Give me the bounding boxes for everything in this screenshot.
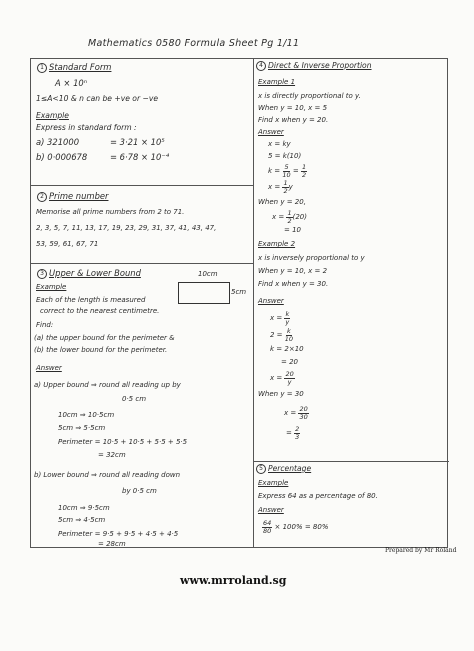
proportion-g5: x = $\frac{20}{y}$	[270, 370, 294, 386]
answer-label: Answer	[258, 297, 284, 305]
proportion-e3: Find x when y = 20.	[258, 116, 329, 124]
percentage-answer: $\frac{64}{80}$ × 100% = 80%	[263, 519, 329, 535]
proportion-g1: x = $\frac{k}{y}$	[270, 310, 290, 326]
percentage-question: Express 64 as a percentage of 80.	[258, 492, 378, 500]
proportion-g3: k = 2×10	[270, 345, 304, 353]
proportion-r5: When y = 20,	[258, 198, 306, 206]
bounds-b-1: b) Lower bound ⇒ round all reading down	[34, 471, 181, 479]
proportion-r3: k = $\frac{5}{10}$ = $\frac{1}{2}$	[268, 163, 307, 179]
bounds-question-1: Each of the length is measured	[36, 296, 146, 304]
proportion-g7: x = $\frac{20}{30}$	[284, 405, 308, 421]
column-divider	[253, 59, 254, 547]
prime-list-2: 53, 59, 61, 67, 71	[36, 240, 99, 248]
proportion-r2: 5 = k(10)	[268, 152, 302, 160]
divider-3	[253, 461, 449, 462]
proportion-f2: When y = 10, x = 2	[258, 267, 328, 275]
answer-label: Answer	[258, 506, 284, 514]
bounds-b-6: = 28cm	[98, 540, 126, 548]
bounds-b-4: 5cm ⇒ 4·5cm	[58, 516, 106, 524]
bounds-a-6: = 32cm	[98, 451, 126, 459]
proportion-r6: x = $\frac{1}{2}$ (20)	[272, 209, 307, 225]
footer-credit: Prepared by Mr Roland	[385, 547, 457, 554]
standard-form-b-answer: = 6·78 × 10⁻⁴	[110, 152, 170, 162]
prime-instruction: Memorise all prime numbers from 2 to 71.	[36, 208, 185, 216]
bounds-find: Find:	[36, 321, 54, 329]
standard-form-a: a) 321000	[36, 137, 80, 147]
bounds-a-4: 5cm ⇒ 5·5cm	[58, 424, 106, 432]
proportion-f1: x is inversely proportional to y	[258, 254, 365, 262]
rectangle-diagram	[178, 282, 230, 304]
bounds-a-2: 0·5 cm	[122, 395, 147, 403]
bounds-question-2: correct to the nearest centimetre.	[40, 307, 160, 315]
example-label: Example	[36, 283, 67, 291]
standard-form-expression: A × 10ⁿ	[55, 78, 88, 88]
proportion-g4: = 20	[281, 358, 298, 366]
proportion-r4: x = $\frac{1}{2}$ y	[268, 179, 293, 195]
standard-form-condition: 1≤A<10 & n can be +ve or −ve	[36, 94, 159, 103]
proportion-f3: Find x when y = 30.	[258, 280, 329, 288]
section-prime-heading: 2 Prime number	[37, 191, 108, 202]
rect-top-label: 10cm	[198, 270, 218, 278]
bounds-a-3: 10cm ⇒ 10·5cm	[58, 411, 115, 419]
standard-form-b: b) 0·000678	[36, 152, 88, 162]
rect-side-label: 5cm	[231, 288, 247, 296]
example-label: Example 1	[258, 78, 296, 86]
divider-2	[31, 263, 253, 264]
answer-label: Answer	[36, 364, 62, 372]
proportion-r1: x = ky	[268, 140, 291, 148]
proportion-e2: When y = 10, x = 5	[258, 104, 328, 112]
proportion-g8: = $\frac{2}{3}$	[286, 425, 300, 441]
proportion-g6: When y = 30	[258, 390, 304, 398]
bounds-question-b: (b) the lower bound for the perimeter.	[34, 346, 168, 354]
page-title: Mathematics 0580 Formula Sheet Pg 1/11	[88, 38, 300, 49]
example-label: Example 2	[258, 240, 296, 248]
proportion-e1: x is directly proportional to y.	[258, 92, 361, 100]
bounds-b-5: Perimeter = 9·5 + 9·5 + 4·5 + 4·5	[58, 530, 179, 538]
example-label: Example	[36, 111, 69, 120]
answer-label: Answer	[258, 128, 284, 136]
section-percentage-heading: 5 Percentage	[256, 464, 311, 474]
proportion-g2: 2 = $\frac{k}{10}$	[270, 327, 294, 343]
standard-form-task: Express in standard form :	[36, 123, 137, 132]
site-url: www.mrroland.sg	[180, 574, 287, 587]
bounds-a-5: Perimeter = 10·5 + 10·5 + 5·5 + 5·5	[58, 438, 188, 446]
divider-1	[31, 185, 253, 186]
standard-form-a-answer: = 3·21 × 10⁵	[110, 137, 165, 147]
example-label: Example	[258, 479, 289, 487]
bounds-question-a: (a) the upper bound for the perimeter &	[34, 334, 175, 342]
section-bounds-heading: 3 Upper & Lower Bound	[37, 268, 141, 279]
section-standard-form-heading: 1 Standard Form	[37, 62, 111, 73]
bounds-b-3: 10cm ⇒ 9·5cm	[58, 504, 110, 512]
bounds-a-1: a) Upper bound ⇒ round all reading up by	[34, 381, 181, 389]
proportion-r7: = 10	[284, 226, 301, 234]
prime-list-1: 2, 3, 5, 7, 11, 13, 17, 19, 23, 29, 31, 37, 41, 43, 47,	[36, 224, 217, 232]
bounds-b-2: by 0·5 cm	[122, 487, 157, 495]
section-proportion-heading: 4 Direct & Inverse Proportion	[256, 61, 372, 71]
